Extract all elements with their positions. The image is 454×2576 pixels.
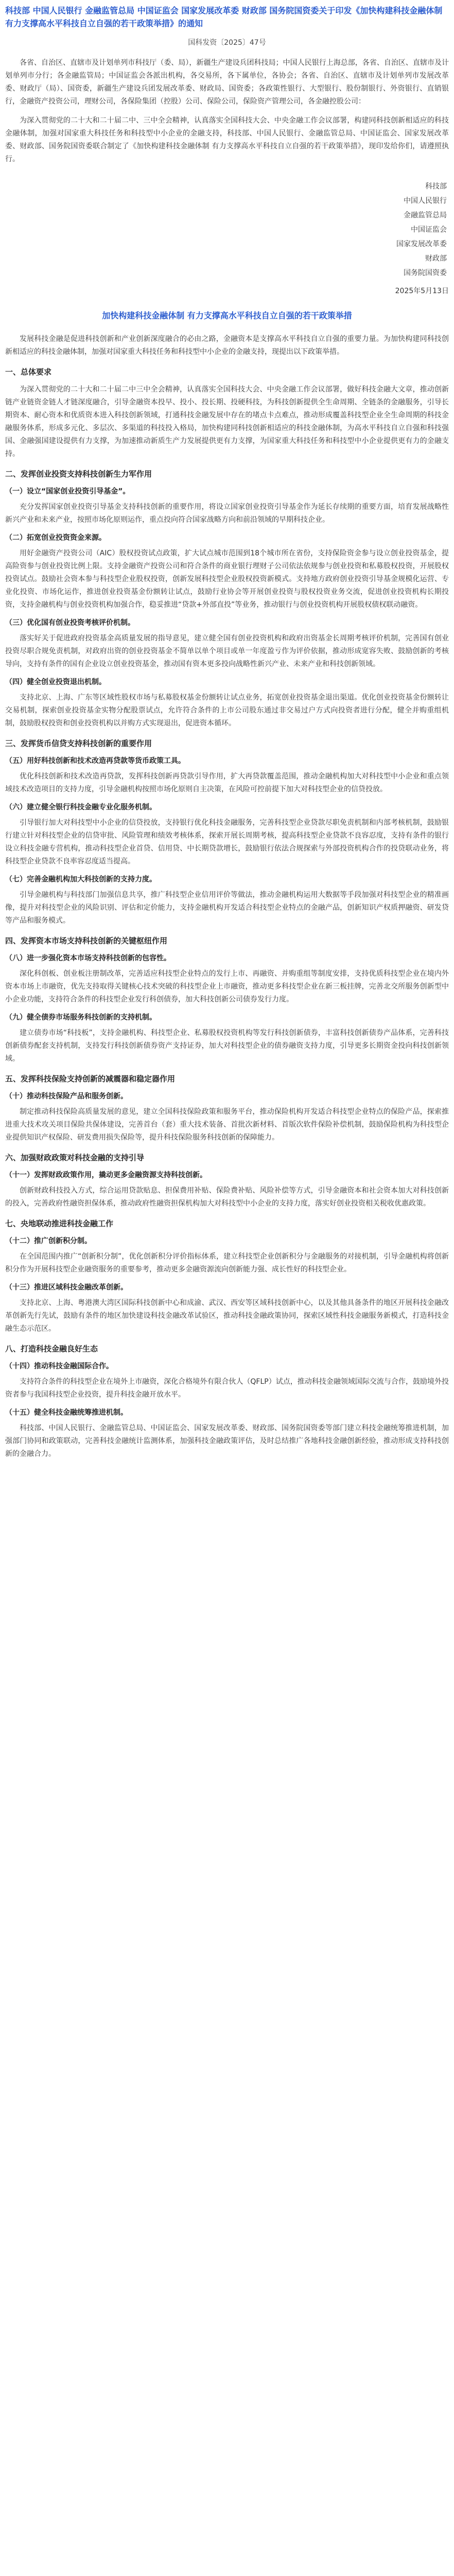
recipients-paragraph: 各省、自治区、直辖市及计划单列市科技厅（委、局），新疆生产建设兵团科技局；中国人民银行上海总部，各省、自治区、直辖市及计划单列市分行；各金融监管局；中国证监会各派出机构，各交易所，各下属单位，各协会；各省、自治区、直辖市及计划单列市发展改革委、财政厅（局）、国资委，新疆生产建设兵团发展改革委、财政局、国资委；各政策性银行、大型银行、股份制银行、外资银行、直销银行，金融资产投资公司，理财公司，各保险集团（控股）公司、保险公司，保险资产管理公司，各金融控股公司： bbox=[5, 59, 449, 106]
section-title: 七、央地联动推进科技金融工作 bbox=[5, 1219, 114, 1228]
item-body: 优化科技创新和技术改造再贷款，发挥科技创新再贷款引导作用，扩大再贷款覆盖范围，推动金融机构加大对科技型中小企业和重点领域技术改造项目的支持力度，引导金融机构按照市场化原则自主决策，在风险可控前提下加大对科技型企业的信贷投放。 bbox=[5, 772, 449, 793]
item-title: （十四）推动科技金融国际合作。 bbox=[5, 1362, 113, 1370]
item-title: （六）建立健全银行科技金融专业化服务机制。 bbox=[5, 803, 156, 811]
policy-item bbox=[5, 755, 449, 796]
policy-section bbox=[5, 737, 449, 927]
document-number: 国科发资〔2025〕47号 bbox=[188, 39, 266, 47]
item-title: （十）推动科技保险产品和服务创新。 bbox=[5, 1092, 128, 1100]
intro-paragraph: 为深入贯彻党的二十大和二十届二中、三中全会精神，认真落实全国科技大会、中央金融工作会议部署，构建同科技创新相适应的科技金融体制，加强对国家重大科技任务和科技型中小企业的金融支持，科技部、中国人民银行、金融监管总局、中国证监会、国家发展改革委、财政部、国务院国资委联合制定了《加快构建科技金融体制 有力支撑高水平科技自立自强的若干政策举措》，现印发给你们，请遵照执行。 bbox=[5, 116, 449, 163]
preface-paragraph: 发展科技金融是促进科技创新和产业创新深度融合的必由之路，金融资本是支撑高水平科技自立自强的重要力量。为加快构建同科技创新相适应的科技金融体制，加强对国家重大科技任务和科技型中小企业的金融支持，现提出以下政策举措。 bbox=[5, 335, 449, 356]
policy-item bbox=[5, 1169, 449, 1210]
policy-item bbox=[5, 617, 449, 671]
issuer-name: 财政部 bbox=[425, 255, 447, 263]
issuer-name: 科技部 bbox=[425, 182, 447, 191]
item-title: （三）优化国有创业投资考核评价机制。 bbox=[5, 619, 135, 627]
section-paragraph: 为深入贯彻党的二十大和二十届二中三中全会精神，认真落实全国科技大会、中央金融工作会议部署，做好科技金融大文章，推动创新链产业链资金链人才链深度融合，引导金融资本投早、投小、投长期、投硬科技，为科技创新提供全生命周期、全链条的金融服务，引导长期资本、耐心资本和优质资本进入科技创新领域，打通科技金融发展中存在的堵点卡点难点，推动形成覆盖科技型企业全生命周期的科技金融服务体系，形成多元化、多层次、多渠道的科技投入格局，加快构建同科技创新相适应的科技金融体制，为高水平科技自立自强和科技强国、金融强国建设提供有力支撑，为加速推动新质生产力发展提供更有力支撑，为国家重大科技任务和科技型中小企业提供更有力的金融支持。 bbox=[5, 385, 449, 458]
item-title: （八）进一步强化资本市场支持科技创新的包容性。 bbox=[5, 954, 171, 962]
policy-item bbox=[5, 1281, 449, 1335]
policy-item bbox=[5, 1090, 449, 1144]
policy-item bbox=[5, 485, 449, 527]
policy-section bbox=[5, 1151, 449, 1210]
policy-item bbox=[5, 1406, 449, 1461]
item-body: 落实好关于促进政府投资基金高质量发展的指导意见，建立健全国有创业投资机构和政府出资基金长周期考核评价机制，完善国有创业投资尽职合规免责机制，对政府出资的创业投资基金不简单以单个项目或单一年度盈亏作为评价依据，推动形成宽容失败、鼓励创新的考核导向，支持有条件的国有企业设立创业投资基金，推动国有资本更多投向战略性新兴产业、未来产业和科技创新领域。 bbox=[5, 634, 449, 668]
policy-section bbox=[5, 366, 449, 461]
policy-section bbox=[5, 468, 449, 730]
item-title: （九）健全债券市场服务科技创新的支持机制。 bbox=[5, 1013, 156, 1022]
issue-date: 2025年5月13日 bbox=[395, 287, 449, 295]
item-body: 充分发挥国家创业投资引导基金支持科技创新的重要作用，将设立国家创业投资引导基金作为延长存续期的重要方面，培育发展战略性新兴产业和未来产业，按照市场化原则运作，重点投向符合国家战略方向和前沿领域的早期科技企业。 bbox=[5, 503, 449, 524]
item-body: 科技部、中国人民银行、金融监管总局、中国证监会、国家发展改革委、财政部、国务院国资委等部门建立科技金融统筹推进机制，加强部门协同和政策联动，完善科技金融统计监测体系，加强科技金融政策评估，及时总结推广各地科技金融创新经验，推动形成支持科技创新的金融合力。 bbox=[5, 1424, 449, 1458]
item-body: 支持北京、上海、粤港澳大湾区国际科技创新中心和成渝、武汉、西安等区域科技创新中心，以及其他具备条件的地区开展科技金融改革创新先行先试，鼓励有条件的地区加快建设科技金融改革试验区，推动科技金融政策协同，探索区域性科技金融服务新模式，打造科技金融生态示范区。 bbox=[5, 1299, 449, 1333]
policy-item bbox=[5, 1011, 449, 1065]
issuer-name: 国务院国资委 bbox=[404, 269, 447, 277]
policy-section bbox=[5, 935, 449, 1065]
item-title: （七）完善金融机构加大科技创新的支持力度。 bbox=[5, 875, 156, 884]
policy-item bbox=[5, 952, 449, 1006]
issuer-list bbox=[5, 179, 449, 280]
policy-item bbox=[5, 1235, 449, 1276]
item-body: 引导银行加大对科技型中小企业的信贷投放，支持银行优化科技金融服务，完善科技型企业贷款尽职免责机制和内部考核机制，鼓励银行建立针对科技型企业的信贷审批、风险管理和绩效考核体系，探索开展长周期考核，提高科技型企业贷款不良容忍度，支持有条件的银行设立科技金融专营机构，推动科技型企业首贷、信用贷、中长期贷款增长，鼓励银行依法合规探索与外部投资机构合作的投贷联动业务，将科技型企业贷款不良率容忍度适当提高。 bbox=[5, 819, 449, 866]
notice-heading: 科技部 中国人民银行 金融监管总局 中国证监会 国家发展改革委 财政部 国务院国资委关于印发《加快构建科技金融体制 有力支撑高水平科技自立自强的若干政策举措》的通知 bbox=[5, 6, 443, 28]
policy-item bbox=[5, 801, 449, 868]
policy-item bbox=[5, 1360, 449, 1401]
item-title: （五）用好科技创新和技术改造再贷款等货币政策工具。 bbox=[5, 757, 185, 765]
item-body: 支持北京、上海、广东等区域性股权市场与私募股权基金份额转让试点业务，拓宽创业投资基金退出渠道。优化创业投资基金份额转让交易机制，探索创业投资基金实物分配股票试点，允许符合条件的上市公司股东通过非交易过户方式向投资者进行分配，健全并购重组机制，鼓励股权投资和创业投资机构以并购方式实现退出，促进资本循环。 bbox=[5, 693, 449, 727]
item-body: 创新财政科技投入方式，综合运用贷款贴息、担保费用补贴、保险费补贴、风险补偿等方式，引导金融资本和社会资本加大对科技创新的投入，完善政府性融资担保体系，推动政府性融资担保机构加大对科技型中小企业的支持力度，落实好创业投资相关税收优惠政策。 bbox=[5, 1187, 449, 1208]
section-title: 二、发挥创业投资支持科技创新生力军作用 bbox=[5, 469, 152, 479]
issuer-name: 金融监管总局 bbox=[404, 211, 447, 219]
item-title: （十五）健全科技金融统筹推进机制。 bbox=[5, 1409, 128, 1417]
section-title: 六、加强财政政策对科技金融的支持引导 bbox=[5, 1153, 145, 1162]
item-body: 深化科创板、创业板注册制改革，完善适应科技型企业特点的发行上市、再融资、并购重组等制度安排，支持优质科技型企业在境内外资本市场上市融资，优先支持取得关键核心技术突破的科技型企业上市融资，推动更多科技型企业在新三板挂牌，完善北交所服务创新型中小企业功能，支持符合条件的科技型企业发行科创债券，加大科技创新公司债券发行力度。 bbox=[5, 970, 449, 1004]
item-title: （一）设立“国家创业投资引导基金”。 bbox=[5, 487, 130, 496]
item-title: （十二）推广创新积分制。 bbox=[5, 1237, 92, 1245]
item-title: （二）拓宽创业投资资金来源。 bbox=[5, 534, 106, 542]
item-title: （十三）推进区域科技金融改革创新。 bbox=[5, 1283, 128, 1292]
issuer-name: 中国证监会 bbox=[411, 226, 447, 234]
section-title: 五、发挥科技保险支持创新的减震器和稳定器作用 bbox=[5, 1074, 176, 1083]
item-body: 用好金融资产投资公司（AIC）股权投资试点政策，扩大试点城市范围到18个城市所在省份，支持保险资金参与设立创业投资基金，提高险资参与创业投资比例上限。支持金融资产投资公司和符合条件的商业银行理财子公司依法依规参与创业投资和私募股权投资，开展股权投资试点。鼓励社会资本参与科技型企业股权投资，创新发展科技型企业股权投资新模式。支持地方政府创业投资引导基金规模化运营、专业化投资、市场化运作，推进创业投资基金份额转让试点，鼓励行业协会等开展创业投资与股权投资业务交流，促进创业投资机构长期投资，支持金融机构与创业投资机构加强合作，稳妥推进“贷款+外部直投”等业务，推动银行与创业投资机构开展股权债权联动融资。 bbox=[5, 549, 449, 609]
policy-item bbox=[5, 532, 449, 612]
item-title: （十一）发挥财政政策作用，撬动更多金融资源支持科技创新。 bbox=[5, 1171, 207, 1179]
attachment-title: 加快构建科技金融体制 有力支撑高水平科技自立自强的若干政策举措 bbox=[102, 311, 352, 320]
item-title: （四）健全创业投资退出机制。 bbox=[5, 678, 106, 686]
section-title: 八、打造科技金融良好生态 bbox=[5, 1344, 98, 1353]
item-body: 建立债券市场“科技板”，支持金融机构、科技型企业、私募股权投资机构等发行科技创新债券，丰富科技创新债券产品体系，完善科技创新债券配套支持机制，支持发行科技创新债券资产支持证券，加大对科技型企业的债券融资支持力度，引导更多长期资金投向科技创新领域。 bbox=[5, 1029, 449, 1063]
item-body: 在全国范围内推广“创新积分制”，优化创新积分评价指标体系，建立科技型企业创新积分与金融服务的对接机制，引导金融机构将创新积分作为开展科技型企业融资服务的重要参考，推动更多金融资源流向创新能力强、成长性好的科技型企业。 bbox=[5, 1252, 449, 1274]
policy-item bbox=[5, 873, 449, 927]
item-body: 引导金融机构与科技部门加强信息共享，推广科技型企业信用评价等做法，推动金融机构运用大数据等手段加强对科技型企业的精准画像，提升对科技型企业的风险识别、评估和定价能力，支持金融机构开发适合科技型企业特点的金融产品，创新知识产权质押融资、研发贷等产品和服务模式。 bbox=[5, 891, 449, 925]
section-title: 三、发挥货币信贷支持科技创新的重要作用 bbox=[5, 739, 152, 748]
policy-section bbox=[5, 1343, 449, 1461]
section-title: 一、总体要求 bbox=[5, 367, 52, 377]
item-body: 制定推动科技保险高质量发展的意见，建立全国科技保险政策和服务平台，推动保险机构开发适合科技型企业特点的保险产品，探索推进重大技术攻关项目保险共保体建设，完善首台（套）重大技术装备、首批次新材料、首版次软件保险补偿机制，鼓励保险机构为科技型企业提供知识产权保险、研发费用损失保险等，提升科技保险服务科技创新的保障能力。 bbox=[5, 1108, 449, 1142]
policy-item bbox=[5, 676, 449, 730]
issuer-name: 中国人民银行 bbox=[404, 197, 447, 205]
item-body: 支持符合条件的科技型企业在境外上市融资，深化合格境外有限合伙人（QFLP）试点，推动科技金融领域国际交流与合作，鼓励境外投资者参与我国科技型企业投资，提升科技金融开放水平。 bbox=[5, 1378, 449, 1399]
issuer-name: 国家发展改革委 bbox=[396, 240, 447, 248]
policy-sections bbox=[5, 366, 449, 1461]
policy-section bbox=[5, 1073, 449, 1144]
section-title: 四、发挥资本市场支持科技创新的关键枢纽作用 bbox=[5, 936, 168, 945]
policy-section bbox=[5, 1217, 449, 1335]
